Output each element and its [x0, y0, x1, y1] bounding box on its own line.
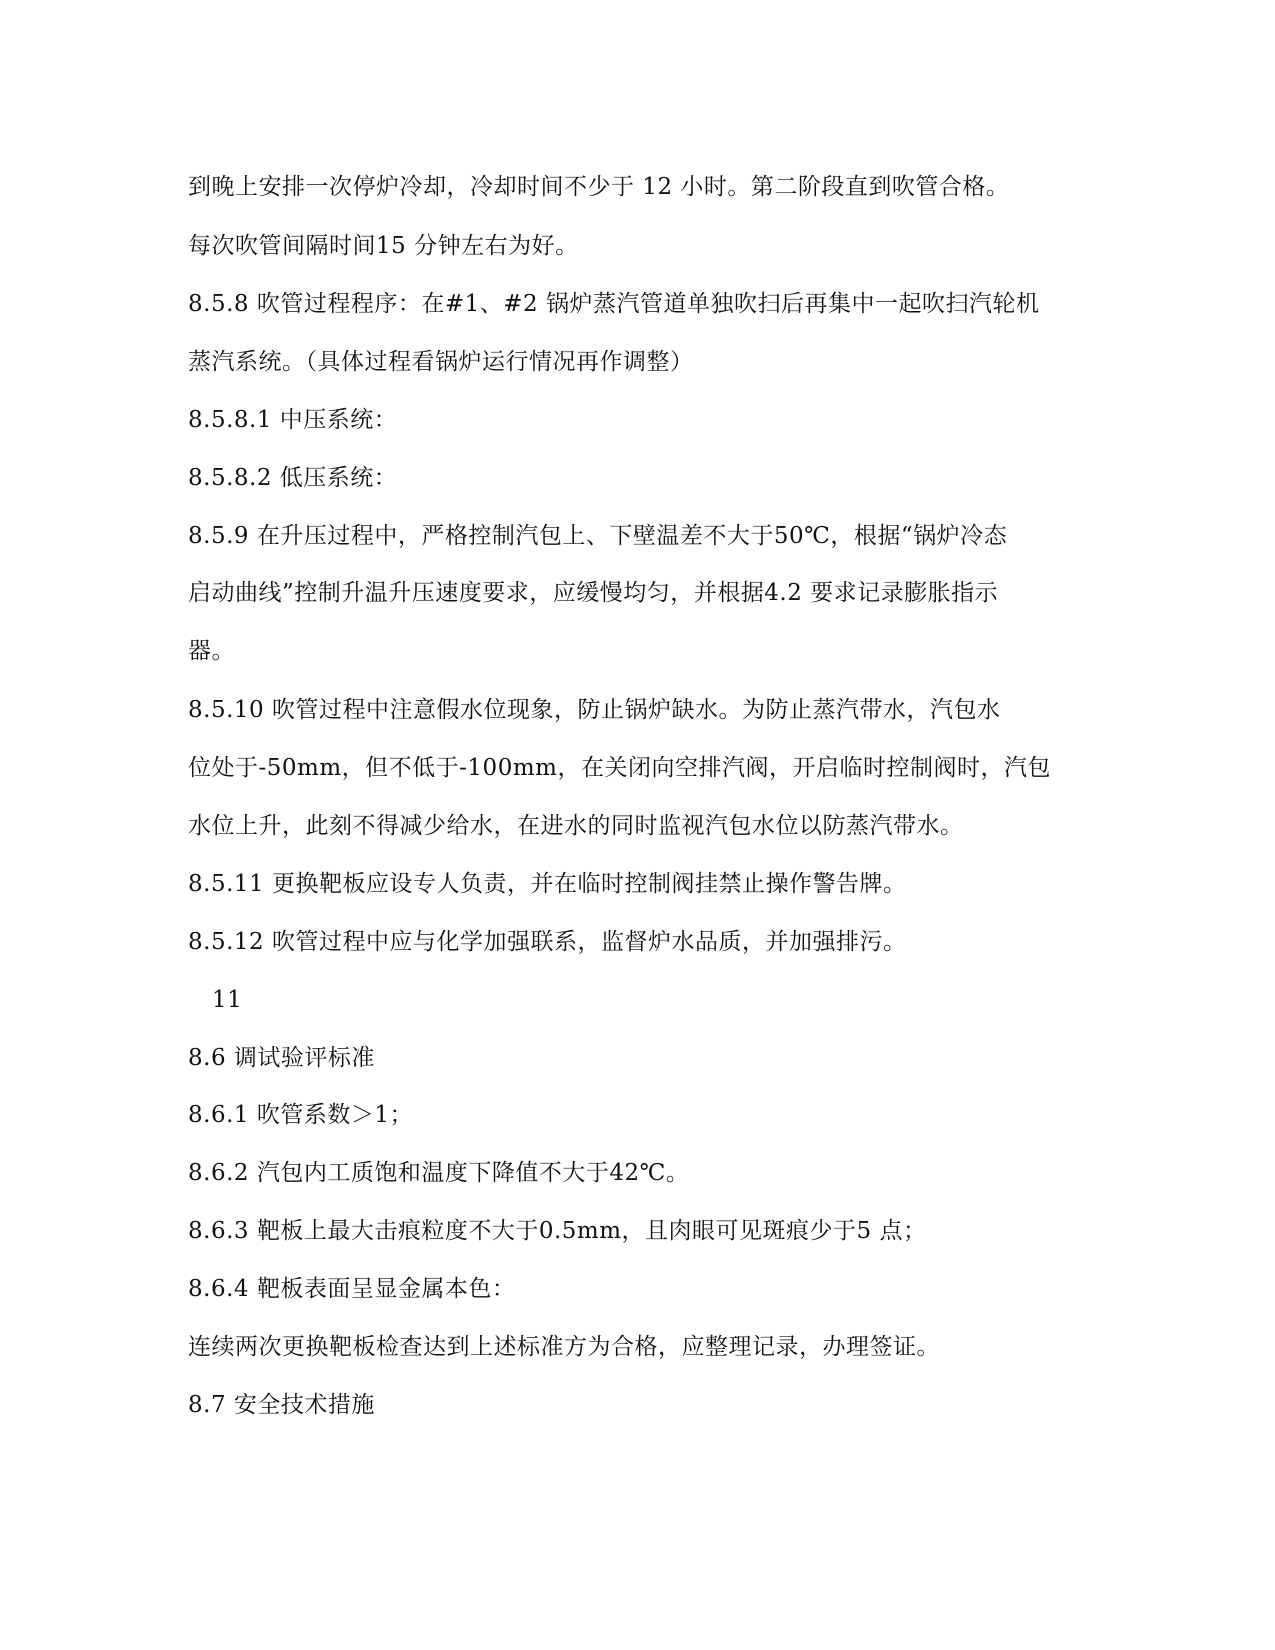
text-line: 8.5.8.1 中压系统： — [188, 407, 398, 433]
text-line: 8.5.10 吹管过程中注意假水位现象，防止锅炉缺水。为防止蒸汽带水，汽包水 — [188, 697, 1001, 723]
text-line: 8.6.4 靶板表面呈显金属本色： — [188, 1276, 516, 1302]
text-line: 启动曲线”控制升温升压速度要求，应缓慢均匀，并根据4.2 要求记录膨胀指示 — [188, 580, 999, 606]
text-line: 8.5.9 在升压过程中，严格控制汽包上、下壁温差不大于50℃，根据“锅炉冷态 — [188, 523, 1008, 549]
text-line: 8.5.11 更换靶板应设专人负责，并在临时控制阀挂禁止操作警告牌。 — [188, 871, 907, 897]
section-heading: 8.7 安全技术措施 — [188, 1392, 375, 1418]
text-line: 连续两次更换靶板检查达到上述标准方为合格，应整理记录，办理签证。 — [188, 1334, 940, 1360]
text-line: 8.5.12 吹管过程中应与化学加强联系，监督炉水品质，并加强排污。 — [188, 929, 907, 955]
text-line: 蒸汽系统。（具体过程看锅炉运行情况再作调整） — [188, 349, 694, 375]
text-line: 位处于-50mm，但不低于-100mm，在关闭向空排汽阀，开启临时控制阀时，汽包 — [188, 755, 1051, 781]
text-line: 器。 — [188, 638, 235, 664]
text-line: 8.5.8.2 低压系统： — [188, 465, 398, 491]
page-number: 11 — [212, 987, 243, 1013]
text-line: 到晚上安排一次停炉冷却，冷却时间不少于 12 小时。第二阶段直到吹管合格。 — [188, 174, 1010, 200]
text-line: 8.6.3 靶板上最大击痕粒度不大于0.5mm，且肉眼可见斑痕少于5 点； — [188, 1218, 927, 1244]
section-heading: 8.6 调试验评标准 — [188, 1045, 375, 1071]
text-line: 8.6.1 吹管系数＞1； — [188, 1102, 413, 1128]
text-line: 8.6.2 汽包内工质饱和温度下降值不大于42℃。 — [188, 1160, 690, 1186]
text-line: 8.5.8 吹管过程程序：在#1、#2 锅炉蒸汽管道单独吹扫后再集中一起吹扫汽轮机 — [188, 291, 1040, 317]
text-line: 水位上升，此刻不得减少给水，在进水的同时监视汽包水位以防蒸汽带水。 — [188, 813, 964, 839]
text-line: 每次吹管间隔时间15 分钟左右为好。 — [188, 233, 579, 259]
